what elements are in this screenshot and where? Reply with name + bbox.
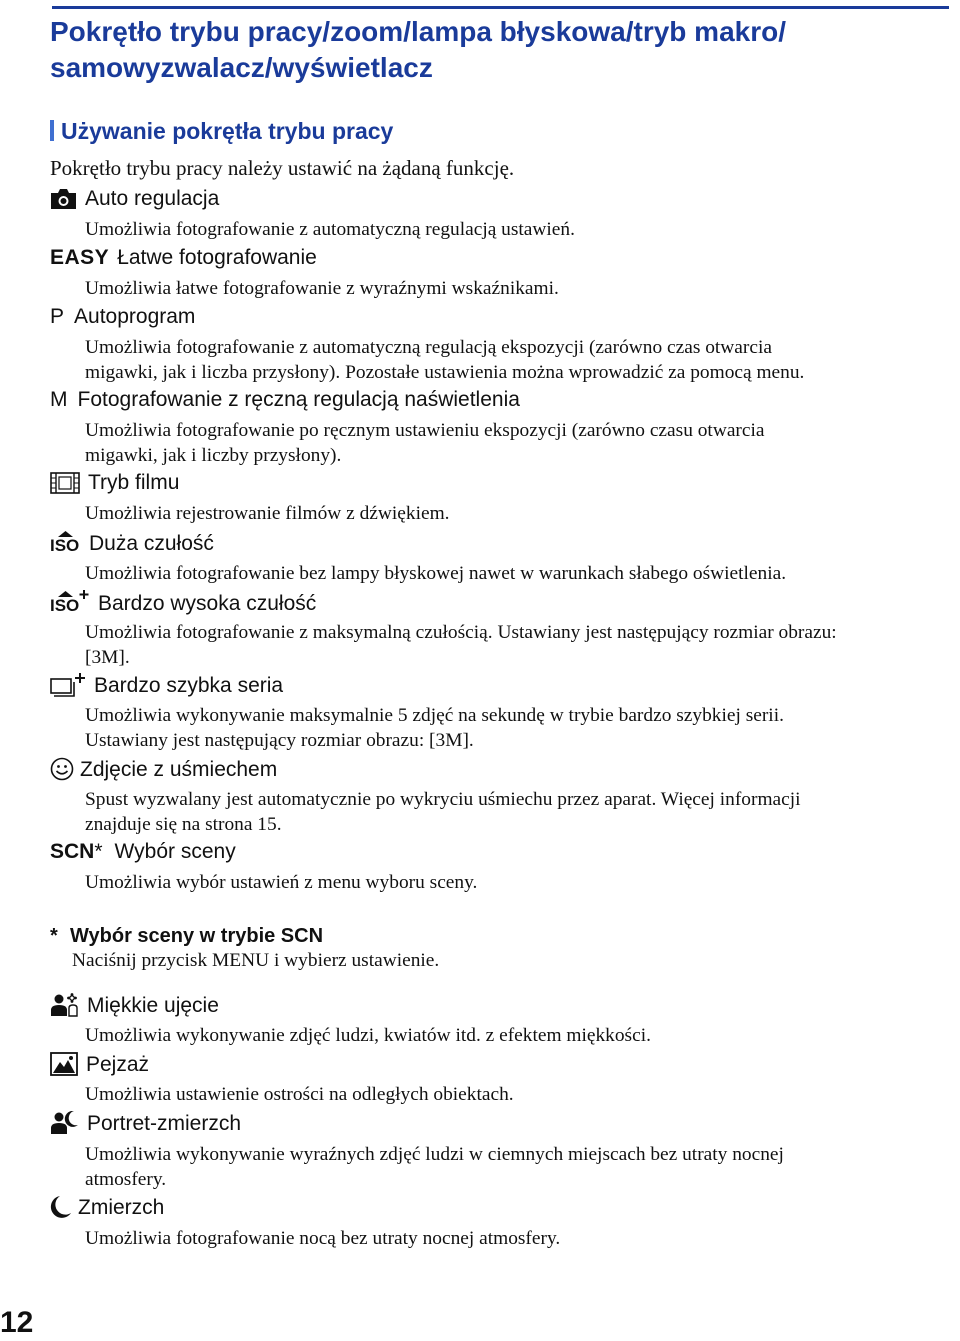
mode-title: Bardzo wysoka czułość [98,592,317,615]
desc-line: Umożliwia fotografowanie bez lampy błyskowej nawet w warunkach słabego oświetlenia. [85,563,787,584]
desc-line: Umożliwia fotografowanie z maksymalną czułością. Ustawiany jest następujący rozmiar obrazu: [85,622,837,643]
mode-heading-program [50,304,195,330]
camera-auto-icon [50,188,77,210]
soft-snap-icon [50,993,79,1017]
top-rule [52,6,949,9]
scene-desc [85,1083,950,1108]
manual-m-icon: M [50,388,68,411]
scene-title: Miękkie ujęcie [87,994,219,1017]
mode-desc [85,621,950,670]
mode-heading-high-iso [50,530,214,557]
page-title-line-1: Pokrętło trybu pracy/zoom/lampa błyskowa/tryb makro/ [50,16,786,47]
note-title [50,923,323,949]
mode-heading-smile [50,757,277,783]
mode-title: Auto regulacja [85,187,220,210]
desc-line: znajduje się na strona 15. [85,813,282,835]
desc-line: Umożliwia łatwe fotografowanie z wyraźnymi wskaźnikami. [85,278,559,299]
scene-heading-landscape [50,1052,149,1078]
mode-desc [85,871,950,896]
iso-label: ISO [50,596,80,615]
desc-line: Umożliwia rejestrowanie filmów z dźwiękiem. [85,503,450,524]
desc-line: Spust wyzwalany jest automatycznie po wykryciu uśmiechu przez aparat. Więcej informacji [85,789,801,810]
mode-title: Zdjęcie z uśmiechem [80,758,278,781]
twilight-portrait-icon [50,1111,79,1135]
mode-title: Bardzo szybka seria [94,674,284,697]
mode-heading-scene [50,839,236,865]
scene-heading-twilight [50,1195,164,1221]
mode-title: Łatwe fotografowanie [117,246,317,269]
landscape-icon [50,1052,78,1076]
page-title-line-2: samowyzwalacz/wyświetlacz [50,52,433,83]
mode-desc [85,562,950,587]
mode-heading-manual [50,387,520,413]
mode-desc [85,704,950,753]
scene-title: Zmierzch [78,1196,165,1219]
program-p-icon: P [50,305,65,328]
high-iso-plus-icon [50,590,90,616]
mode-desc [85,277,950,302]
mode-desc [85,336,950,385]
burst-plus-icon [50,673,86,697]
intro-text: Pokrętło trybu pracy należy ustawić na żądaną funkcję. [50,156,515,180]
high-iso-icon [50,530,81,556]
mode-title: Tryb filmu [88,471,180,494]
page-number: 12 [0,1306,34,1339]
mode-title: Wybór sceny [114,840,236,863]
footnote-marker: * [94,840,103,863]
section-heading [50,117,393,145]
desc-line: Umożliwia fotografowanie po ręcznym ustawieniu ekspozycji (zarówno czasu otwarcia [85,420,765,441]
desc-line: atmosfery. [85,1168,167,1190]
desc-line: migawki, jak i liczby przysłony). [85,444,342,466]
desc-line: Umożliwia wybór ustawień z menu wyboru sceny. [85,872,478,893]
desc-line: Umożliwia wykonywanie zdjęć ludzi, kwiatów itd. z efektem miękkości. [85,1025,651,1046]
scn-icon: SCN [50,840,95,863]
scene-desc [85,1143,950,1192]
section-heading-text: Używanie pokrętła trybu pracy [61,118,394,144]
note-title-text: Wybór sceny w trybie SCN [70,925,324,947]
desc-line: Umożliwia wykonywanie maksymalnie 5 zdjęć na sekundę w trybie bardzo szybkiej serii. [85,705,784,726]
desc-line: Umożliwia ustawienie ostrości na odległych obiektach. [85,1084,514,1105]
scene-desc [85,1024,950,1049]
twilight-moon-icon [50,1195,72,1219]
smile-icon [50,757,74,781]
scene-desc [85,1227,950,1252]
desc-line: Umożliwia fotografowanie z automatyczną regulacją ekspozycji (zarówno czas otwarcia [85,337,772,358]
desc-line: Umożliwia fotografowanie nocą bez utraty nocnej atmosfery. [85,1228,561,1249]
section-bar [50,120,54,141]
mode-heading-very-high-iso [50,590,316,617]
mode-title: Fotografowanie z ręczną regulacją naświetlenia [77,388,520,411]
desc-line: Umożliwia wykonywanie wyraźnych zdjęć ludzi w ciemnych miejscach bez utraty nocnej [85,1144,784,1165]
mode-desc [85,419,950,468]
mode-title: Autoprogram [74,305,196,328]
mode-heading-film [50,470,179,496]
desc-line: Umożliwia fotografowanie z automatyczną regulacją ustawień. [85,219,575,240]
note-marker: * [50,925,58,947]
mode-heading-burst [50,673,283,699]
desc-line: Ustawiany jest następujący rozmiar obrazu: [3M]. [85,729,474,751]
mode-desc [85,218,950,243]
iso-label: ISO [50,536,80,555]
scene-title: Pejzaż [86,1053,150,1076]
desc-line: [3M]. [85,646,130,668]
easy-icon: EASY [50,246,110,269]
scene-heading-twilight-portrait [50,1111,241,1137]
mode-desc [85,788,950,837]
page-title [50,14,940,86]
mode-heading-easy [50,245,317,271]
scene-title: Portret-zmierzch [87,1112,242,1135]
mode-desc [85,502,950,527]
film-icon [50,472,80,494]
note-text: Naciśnij przycisk MENU i wybierz ustawienie. [72,950,440,971]
scene-heading-soft-snap [50,993,219,1019]
desc-line: migawki, jak i liczba przysłony). Pozostałe ustawienia można wprowadzić za pomocą menu. [85,361,805,383]
mode-title: Duża czułość [89,532,214,555]
mode-heading-auto [50,186,219,212]
